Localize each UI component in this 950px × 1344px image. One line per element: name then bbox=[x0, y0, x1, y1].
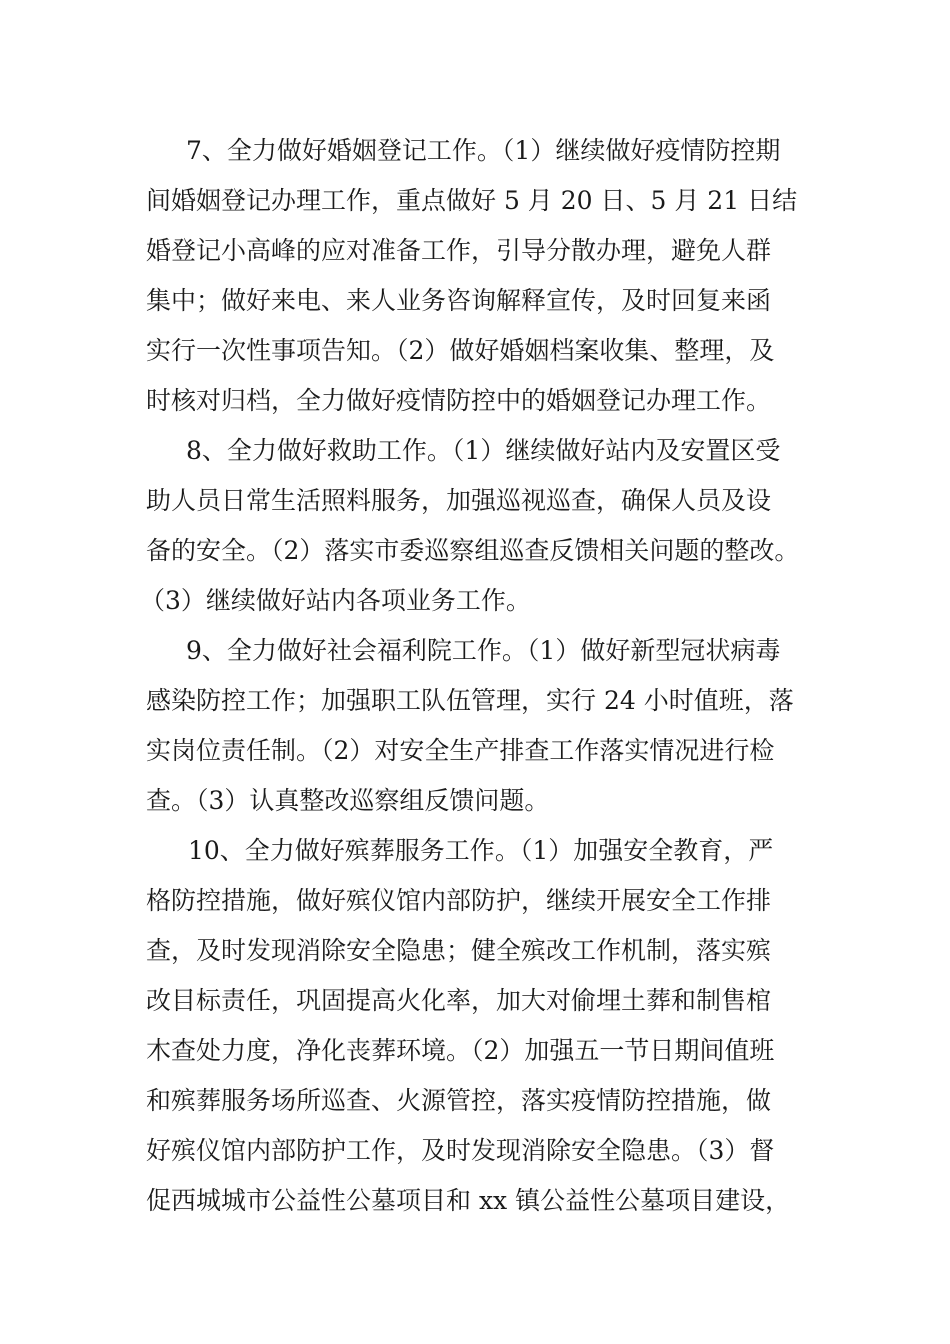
text-line: 查，及时发现消除安全隐患；健全殡改工作机制，落实殡 bbox=[146, 936, 772, 965]
text-line: 感染防控工作；加强职工队伍管理，实行 24 小时值班，落 bbox=[146, 686, 794, 715]
text-line: 木查处力度，净化丧葬环境。（2）加强五一节日期间值班 bbox=[146, 1036, 775, 1065]
text-line: 时核对归档，全力做好疫情防控中的婚姻登记办理工作。 bbox=[146, 386, 772, 415]
text-line: （3）继续做好站内各项业务工作。 bbox=[140, 586, 531, 615]
text-line: 格防控措施，做好殡仪馆内部防护，继续开展安全工作排 bbox=[146, 886, 772, 915]
text-line: 8、全力做好救助工作。（1）继续做好站内及安置区受 bbox=[186, 436, 781, 465]
paragraph-marriage-registration bbox=[146, 126, 826, 426]
text-line: 和殡葬服务场所巡查、火源管控，落实疫情防控措施，做 bbox=[146, 1086, 772, 1115]
paragraph-funeral-services bbox=[146, 826, 826, 1226]
text-line: 改目标责任，巩固提高火化率，加大对偷埋土葬和制售棺 bbox=[146, 986, 772, 1015]
text-line: 实岗位责任制。（2）对安全生产排查工作落实情况进行检 bbox=[146, 736, 775, 765]
paragraph-welfare-institute bbox=[146, 626, 826, 826]
text-line: 7、全力做好婚姻登记工作。（1）继续做好疫情防控期 bbox=[186, 136, 781, 165]
text-line: 婚登记小高峰的应对准备工作，引导分散办理，避免人群 bbox=[146, 236, 772, 265]
text-line: 9、全力做好社会福利院工作。（1）做好新型冠状病毒 bbox=[186, 636, 781, 665]
text-line: 实行一次性事项告知。（2）做好婚姻档案收集、整理，及 bbox=[146, 336, 775, 365]
text-line: 好殡仪馆内部防护工作，及时发现消除安全隐患。（3）督 bbox=[146, 1136, 775, 1165]
text-line: 间婚姻登记办理工作，重点做好 5 月 20 日、5 月 21 日结 bbox=[146, 186, 798, 215]
text-line: 10、全力做好殡葬服务工作。（1）加强安全教育，严 bbox=[188, 836, 774, 865]
text-line: 助人员日常生活照料服务，加强巡视巡查，确保人员及设 bbox=[146, 486, 772, 515]
document-body bbox=[140, 126, 826, 1226]
text-line: 查。（3）认真整改巡察组反馈问题。 bbox=[146, 786, 550, 815]
text-line: 集中；做好来电、来人业务咨询解释宣传，及时回复来函 bbox=[146, 286, 772, 315]
text-line: 备的安全。（2）落实市委巡察组巡查反馈相关问题的整改。 bbox=[146, 536, 800, 565]
paragraph-relief-work bbox=[140, 426, 826, 626]
text-line: 促西城城市公益性公墓项目和 xx 镇公益性公墓项目建设， bbox=[146, 1186, 791, 1215]
